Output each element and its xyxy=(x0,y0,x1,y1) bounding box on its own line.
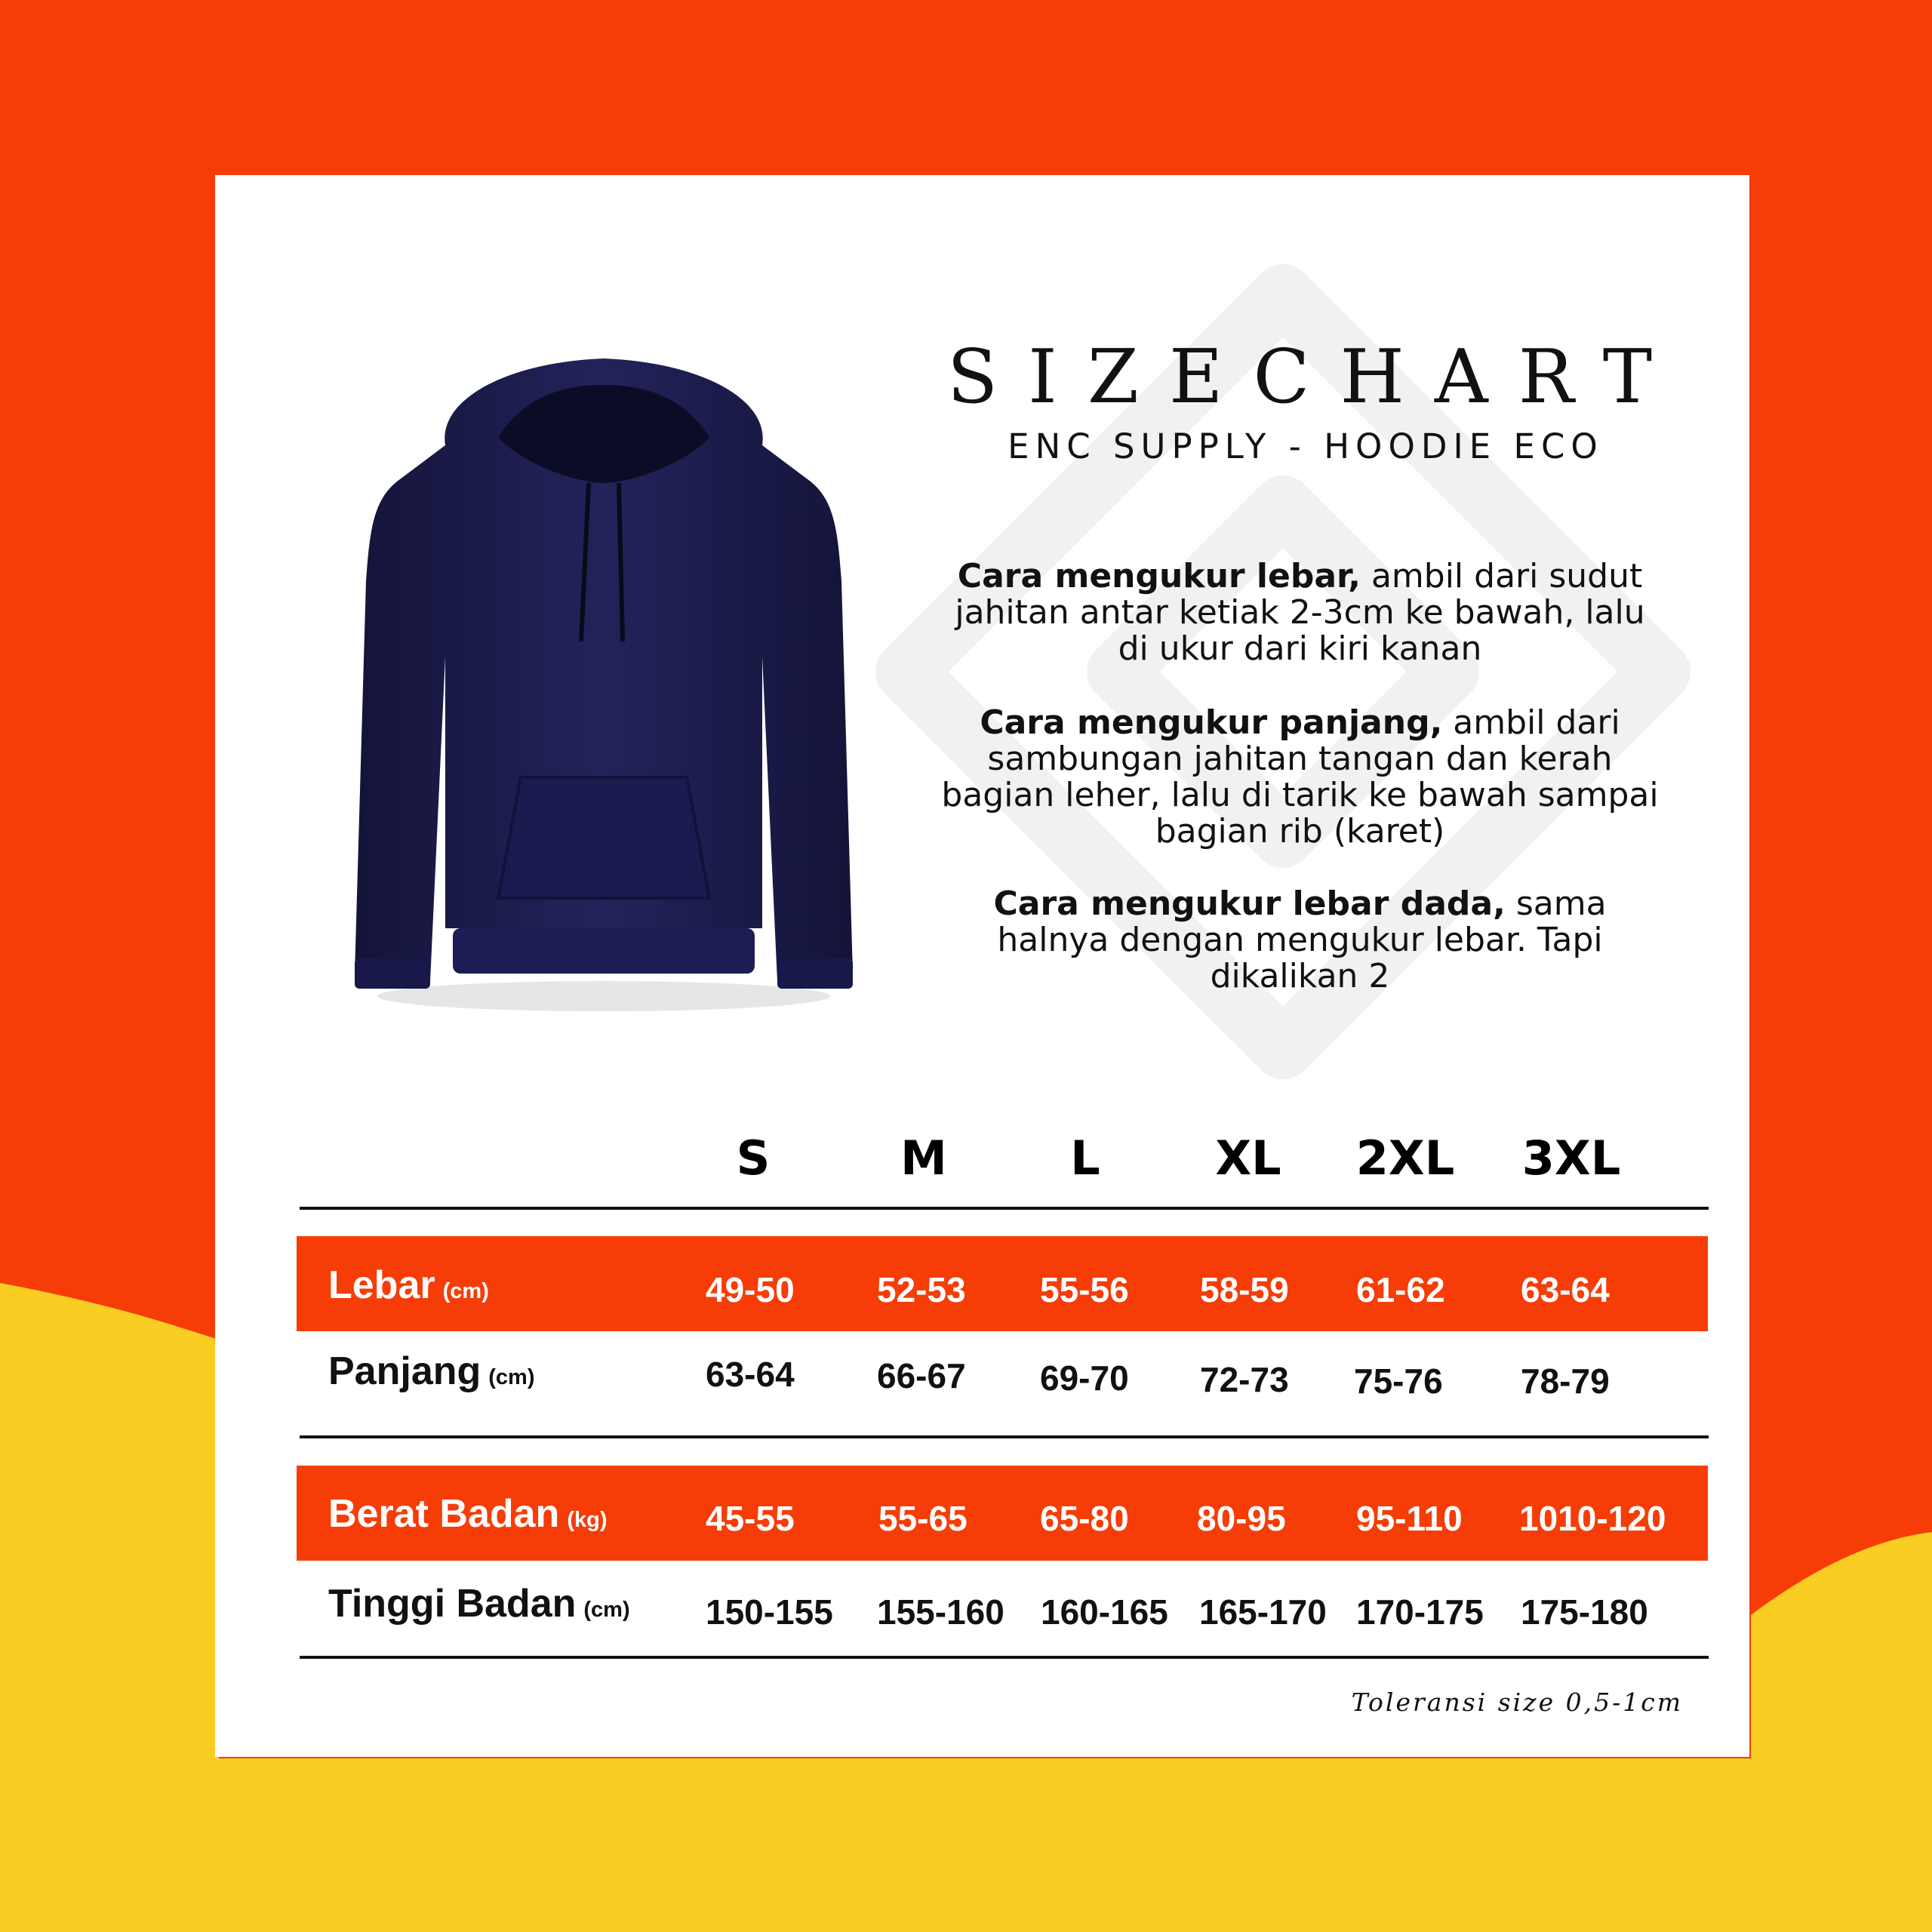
cell-tinggi-2xl: 170-175 xyxy=(1356,1592,1484,1632)
cell-lebar-m: 52-53 xyxy=(877,1270,966,1309)
instruction-lebar-dada: Cara mengukur lebar dada, sama halnya dengan mengukur lebar. Tapi dikalikan 2 xyxy=(993,884,1607,995)
cell-lebar-2xl: 61-62 xyxy=(1356,1270,1445,1309)
cell-berat-3xl: 1010-120 xyxy=(1519,1499,1666,1538)
page-title: SIZECHART xyxy=(947,334,1683,420)
size-header-s: S xyxy=(736,1131,771,1186)
size-header-2xl: 2XL xyxy=(1355,1131,1455,1186)
row-label-panjang: Panjang (cm) xyxy=(328,1349,535,1393)
cell-lebar-l: 55-56 xyxy=(1040,1270,1129,1309)
cell-lebar-s: 49-50 xyxy=(706,1270,795,1309)
cell-berat-m: 55-65 xyxy=(878,1499,968,1538)
cell-panjang-s: 63-64 xyxy=(706,1355,795,1394)
row-label-tinggi-badan: Tinggi Badan (cm) xyxy=(328,1582,630,1626)
divider-top xyxy=(300,1207,1709,1210)
instruction-panjang: Cara mengukur panjang, ambil dari sambungan jahitan tangan dan kerah bagian leher, lalu di tarik ke bawah sampai bagian rib (karet) xyxy=(941,703,1659,851)
tolerance-note: Toleransi size 0,5-1cm xyxy=(1351,1687,1683,1717)
hoodie-image xyxy=(355,355,853,1019)
cell-lebar-3xl: 63-64 xyxy=(1521,1270,1610,1309)
cell-panjang-2xl: 75-76 xyxy=(1354,1361,1443,1401)
cell-tinggi-3xl: 175-180 xyxy=(1521,1592,1648,1632)
cell-panjang-m: 66-67 xyxy=(877,1356,966,1395)
cell-berat-xl: 80-95 xyxy=(1197,1499,1286,1538)
cell-panjang-xl: 72-73 xyxy=(1200,1360,1289,1399)
cell-tinggi-m: 155-160 xyxy=(877,1592,1004,1632)
cell-berat-2xl: 95-110 xyxy=(1356,1499,1463,1538)
cell-berat-l: 65-80 xyxy=(1040,1499,1129,1538)
cell-panjang-l: 69-70 xyxy=(1040,1358,1129,1398)
instruction-lebar: Cara mengukur lebar, ambil dari sudut jahitan antar ketiak 2-3cm ke bawah, lalu di ukur dari kiri kanan xyxy=(955,557,1645,668)
cell-tinggi-l: 160-165 xyxy=(1041,1592,1168,1632)
row-label-lebar: Lebar (cm) xyxy=(328,1263,489,1307)
cell-panjang-3xl: 78-79 xyxy=(1521,1361,1610,1401)
size-header-l: L xyxy=(1070,1131,1100,1186)
divider-middle xyxy=(300,1435,1709,1438)
size-header-3xl: 3XL xyxy=(1521,1131,1621,1186)
row-band-lebar xyxy=(297,1236,1708,1331)
divider-bottom xyxy=(300,1656,1709,1659)
page-subtitle: ENC SUPPLY - HOODIE ECO xyxy=(1008,426,1604,466)
cell-berat-s: 45-55 xyxy=(706,1499,795,1538)
row-label-berat-badan: Berat Badan (kg) xyxy=(328,1492,608,1536)
size-header-xl: XL xyxy=(1215,1131,1281,1186)
size-header-m: M xyxy=(900,1131,947,1186)
cell-tinggi-xl: 165-170 xyxy=(1199,1592,1327,1632)
cell-tinggi-s: 150-155 xyxy=(706,1592,833,1632)
cell-lebar-xl: 58-59 xyxy=(1200,1270,1289,1309)
